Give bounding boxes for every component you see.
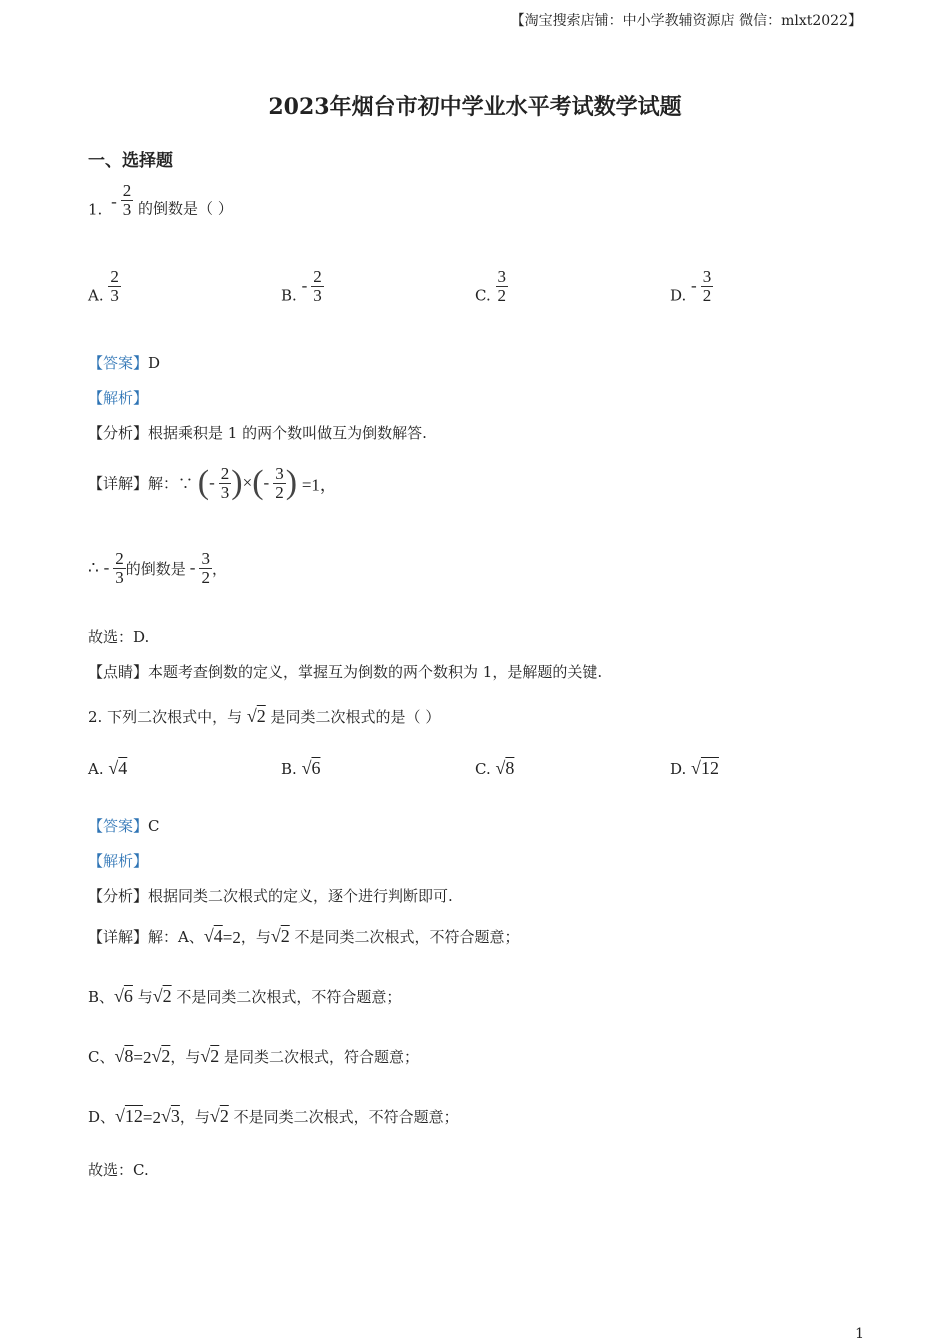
reciprocal-text: 的倒数是	[125, 559, 186, 578]
equals-two: =2	[222, 928, 241, 947]
radicand: 8	[505, 758, 515, 778]
q1-fraction	[121, 182, 134, 219]
q2-analysis-tag: 【解析】	[88, 852, 149, 870]
neg-sign: -	[691, 276, 697, 296]
answer-tag: 【答案】	[88, 817, 149, 835]
q1-answer	[88, 352, 160, 373]
times-sign: ×	[242, 473, 253, 492]
frac-den: 3	[110, 285, 119, 305]
radicand: 4	[118, 758, 128, 778]
q1-guxuan: 故选：D.	[88, 628, 150, 646]
sqrt-expr: √6	[301, 758, 321, 778]
sqrt-2: √2	[270, 926, 290, 946]
neg-sign: -	[189, 558, 196, 578]
sqrt-2: √2	[209, 1106, 229, 1126]
frac-den: 2	[497, 285, 506, 305]
sqrt-2: √2	[152, 986, 172, 1006]
neg-sign: -	[301, 276, 308, 296]
q2-option-b	[281, 758, 320, 779]
sqrt-expr: √12	[691, 758, 719, 778]
answer-tag: 【答案】	[88, 354, 149, 372]
equals-coef: =2	[133, 1048, 152, 1067]
detail-prefix: B、	[88, 988, 115, 1006]
q1-fenxi: 【分析】根据乘积是 1 的两个数叫做互为倒数解答.	[88, 424, 427, 442]
q1-neg-sign: -	[111, 192, 117, 211]
radicand: 8	[124, 1046, 134, 1066]
q2-detail-d	[88, 1106, 459, 1128]
sqrt-12: √12	[115, 1106, 143, 1126]
q2-detail-a	[88, 926, 520, 948]
option-letter: B.	[281, 760, 297, 778]
frac-num: 2	[313, 267, 322, 286]
frac-den: 2	[702, 285, 712, 305]
with-text: ，与	[179, 1108, 210, 1126]
neg-sign: -	[263, 473, 270, 492]
q2-stem-b: 是同类二次根式的是（ ）	[270, 708, 441, 726]
q1-frac-num: 2	[122, 181, 132, 200]
frac-den: 2	[201, 567, 210, 587]
q2-option-c	[475, 758, 514, 779]
option-letter: C.	[475, 286, 491, 305]
answer-value: C	[148, 817, 160, 835]
sqrt-3: √3	[161, 1106, 180, 1126]
detail-prefix: 【详解】解：∵	[88, 474, 194, 493]
frac-num: 2	[115, 549, 124, 568]
sqrt-expr: √4	[108, 758, 128, 778]
q1-number: 1.	[88, 200, 103, 219]
q1-dianjing: 【点睛】本题考查倒数的定义，掌握互为倒数的两个数积为 1，是解题的关键.	[88, 663, 603, 681]
neg-sign: -	[103, 558, 110, 578]
frac-den: 2	[275, 482, 284, 502]
sqrt-expr: √8	[495, 758, 515, 778]
sqrt-4: √4	[203, 926, 223, 946]
option-letter: C.	[475, 760, 491, 778]
q2-stem	[88, 706, 440, 727]
with-text: ，与	[240, 928, 271, 946]
sqrt-2: √2	[151, 1046, 171, 1066]
with-text: ，与	[170, 1048, 201, 1066]
detail-prefix: C、	[88, 1048, 115, 1066]
header-note: 【淘宝搜索店铺：中小学教辅资源店 微信：mlxt2022】	[510, 13, 862, 29]
q2-option-d	[670, 758, 719, 779]
therefore-sign: ∴	[88, 558, 99, 578]
conclusion: 是同类二次根式，符合题意；	[224, 1048, 420, 1066]
conclusion: 不是同类二次根式，不符合题意；	[294, 928, 520, 946]
radicand: 6	[123, 986, 133, 1006]
q1-stem	[88, 182, 233, 219]
sqrt-2: √2	[246, 706, 266, 726]
q1-option-c	[475, 268, 508, 305]
q2-guxuan: 故选：C.	[88, 1161, 149, 1179]
sqrt-8: √8	[114, 1046, 134, 1066]
q2-detail-b	[88, 986, 401, 1007]
frac-num: 2	[110, 267, 119, 286]
q2-detail-c	[88, 1046, 419, 1068]
q2-stem-a: 2. 下列二次根式中，与	[88, 708, 243, 726]
frac-den: 3	[313, 285, 322, 305]
frac-num: 2	[220, 463, 230, 483]
option-letter: B.	[281, 286, 297, 305]
answer-value: D	[148, 354, 161, 372]
option-letter: D.	[670, 286, 687, 305]
radicand: 12	[124, 1106, 143, 1126]
q2-answer	[88, 815, 160, 836]
option-letter: D.	[670, 760, 687, 778]
frac-den: 3	[220, 482, 230, 502]
frac-num: 3	[497, 267, 506, 286]
left-paren: (	[197, 464, 210, 501]
conclusion: 不是同类二次根式，不符合题意；	[176, 988, 402, 1006]
detail-prefix: D、	[88, 1108, 116, 1126]
radicand: 12	[700, 758, 719, 778]
q1-therefore	[88, 550, 227, 587]
q1-detail	[88, 464, 337, 502]
equals-coef: =2	[142, 1108, 162, 1127]
with-text: 与	[137, 988, 153, 1006]
frac-num: 3	[201, 549, 210, 568]
left-paren: (	[252, 464, 264, 501]
right-paren: )	[231, 464, 243, 501]
q1-frac-den: 3	[122, 199, 132, 219]
option-letter: A.	[88, 760, 104, 778]
section-heading: 一、选择题	[88, 151, 173, 171]
q1-analysis-tag: 【解析】	[88, 389, 149, 407]
q2-option-a	[88, 758, 127, 779]
radicand: 6	[311, 758, 321, 778]
radicand: 4	[213, 926, 223, 946]
neg-sign: -	[209, 473, 215, 492]
sqrt-2: √2	[200, 1046, 220, 1066]
frac-num: 3	[275, 463, 284, 483]
right-paren: )	[285, 464, 298, 501]
detail-prefix: 【详解】解：A、	[88, 928, 204, 946]
q1-stem-text: 的倒数是（ ）	[138, 199, 233, 218]
q1-option-a	[88, 268, 121, 305]
conclusion: 不是同类二次根式，不符合题意；	[233, 1108, 459, 1126]
option-letter: A.	[88, 286, 104, 305]
exam-title: 2023年烟台市初中学业水平考试数学试题	[268, 94, 682, 120]
frac-num: 3	[702, 267, 712, 286]
q1-option-d	[670, 268, 713, 305]
detail-equals: =1，	[301, 475, 337, 495]
q1-option-b	[281, 268, 324, 305]
sqrt-6: √6	[114, 986, 133, 1006]
frac-den: 3	[115, 567, 124, 587]
comma: ，	[211, 559, 227, 578]
page-number: 1	[855, 1326, 864, 1342]
q2-fenxi: 【分析】根据同类二次根式的定义，逐个进行判断即可.	[88, 887, 453, 905]
